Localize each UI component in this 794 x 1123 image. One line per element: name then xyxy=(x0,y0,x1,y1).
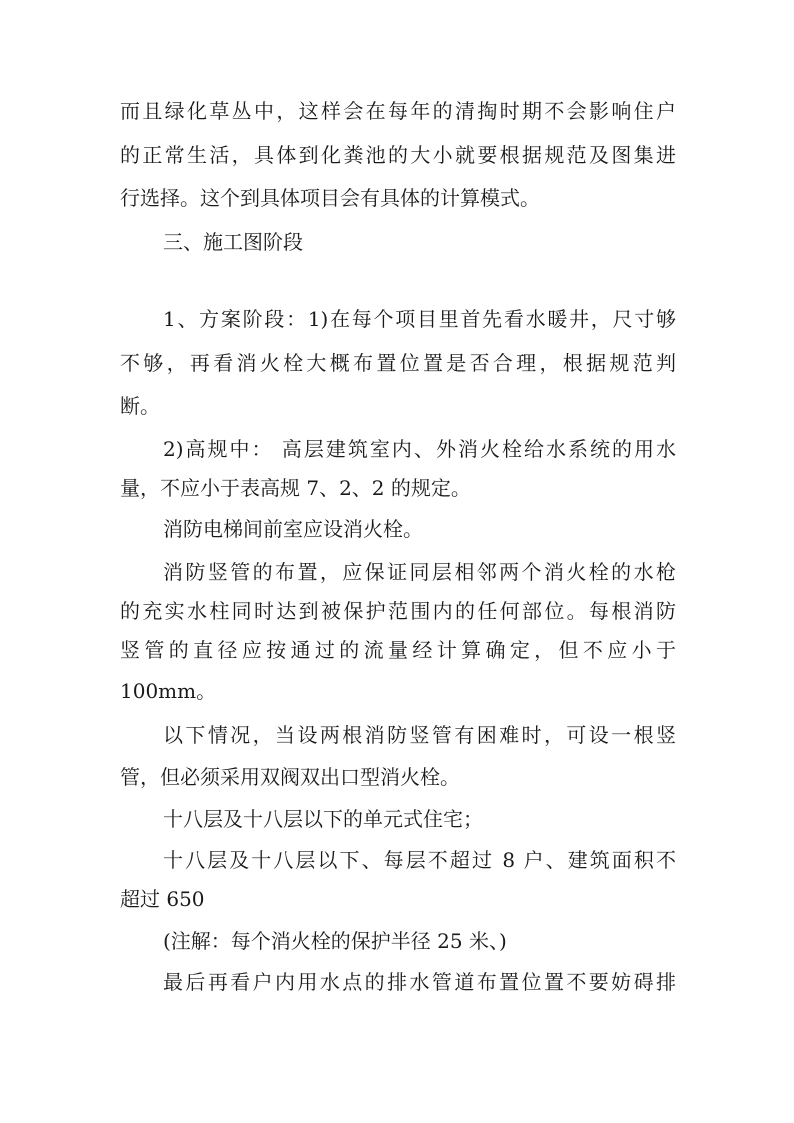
paragraph-line: 消防电梯间前室应设消火栓。 xyxy=(163,517,423,541)
paragraph-line: 超过 650 xyxy=(120,887,205,911)
paragraph-line: 最后再看户内用水点的排水管道布置位置不要妨碍排 xyxy=(163,970,676,994)
section-heading: 三、施工图阶段 xyxy=(163,230,303,254)
paragraph-line: 100mm。 xyxy=(120,679,217,703)
paragraph-line: 断。 xyxy=(120,394,160,418)
paragraph-line: 行选择。这个到具体项目会有具体的计算模式。 xyxy=(120,186,540,210)
paragraph-line: 而且绿化草丛中，这样会在每年的清掏时期不会影响住户 xyxy=(120,99,676,123)
paragraph-line: 的正常生活，具体到化粪池的大小就要根据规范及图集进 xyxy=(120,143,676,167)
paragraph-line: 消防竖管的布置，应保证同层相邻两个消火栓的水枪 xyxy=(163,560,676,584)
annotation-line: (注解：每个消火栓的保护半径 25 米、) xyxy=(163,929,507,953)
paragraph-line: 十八层及十八层以下、每层不超过 8 户、建筑面积不 xyxy=(163,848,676,872)
paragraph-line: 管，但必须采用双阀双出口型消火栓。 xyxy=(120,765,460,789)
paragraph-line: 以下情况，当设两根消防竖管有困难时，可设一根竖 xyxy=(163,723,676,747)
paragraph-line: 十八层及十八层以下的单元式住宅； xyxy=(163,807,483,831)
paragraph-line: 竖管的直径应按通过的流量经计算确定，但不应小于 xyxy=(120,638,676,662)
paragraph-line: 量，不应小于表高规 7、2、2 的规定。 xyxy=(120,476,471,500)
paragraph-line: 2)高规中： 高层建筑室内、外消火栓给水系统的用水 xyxy=(163,437,676,461)
paragraph-line: 的充实水柱同时达到被保护范围内的任何部位。每根消防 xyxy=(120,599,676,623)
paragraph-line: 1、方案阶段：1)在每个项目里首先看水暖井，尺寸够 xyxy=(163,307,676,331)
paragraph-line: 不够，再看消火栓大概布置位置是否合理，根据规范判 xyxy=(120,351,676,375)
